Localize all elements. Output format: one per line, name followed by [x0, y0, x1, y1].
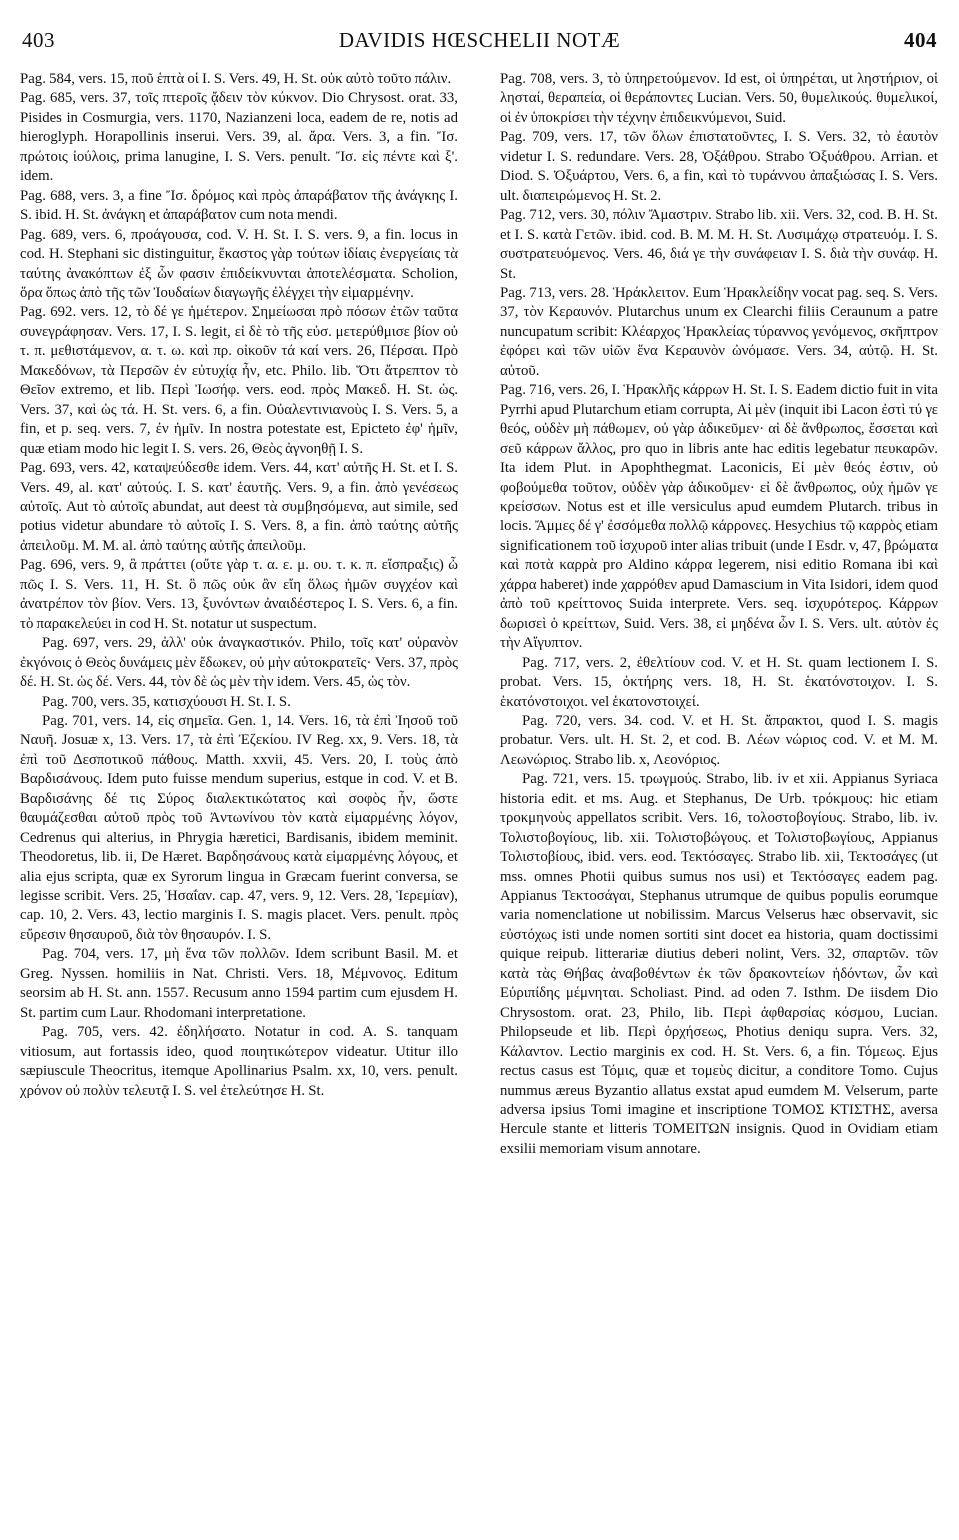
note-paragraph: Pag. 688, vers. 3, a fine Ἴσ. δρόμος καὶ πρὸς ἀπαράβατον τῆς ἀνάγκης I. S. ibid. H. St. ἀνάγκη et ἀπαράβατον cum nota mendi. [20, 187, 458, 224]
note-paragraph: Pag. 693, vers. 42, καταψεύδεσθε idem. Vers. 44, κατ' αὐτῆς H. St. et I. S. Vers. 49, al. κατ' αὐτούς. I. S. κατ' ἑαυτῆς. Vers. 9, a fin. ἀπὸ γενέσεως αὐτοῖς. Aut τὸ αὐτοῖς abundat, aut deest τὰ συμβησόμενα, aut simile, sed potius videtur abundare τὸ αὐτοῖς I. S. Vers. 8, a fin. ἀπὸ ταύτης αὐτῆς ἀπειλοῦμ. M. M. al. ἀπὸ ταύτης αὐτῆς ἀπειλοῦμ. [20, 460, 458, 554]
page-header [22, 28, 937, 58]
running-title: DAVIDIS HŒSCHELII NOTÆ [338, 28, 621, 52]
note-paragraph: Pag. 697, vers. 29, ἀλλ' οὐκ ἀναγκαστικόν. Philo, τοῖς κατ' οὐρανὸν ἐκγόνοις ὁ Θεὸς δυνάμεις μὲν ἔδωκεν, οὐ μὴν αὐτοκρατεῖς· Vers. 37, πρὸς δέ. H. St. ὡς δέ. Vers. 44, τὸν δὲ ὡς μὲν τὴν idem. Vers. 45, ὡς τὸν. [20, 635, 458, 691]
note-paragraph: Pag. 696, vers. 9, ἃ πράττει (οὔτε γὰρ τ. α. ε. μ. ου. τ. κ. π. εἴσπραξις) ὦ πῶς I. S. Vers. 11, H. St. ὃ πῶς οὐκ ἂν εἴη ὅλως ἡμῶν συγχέον καὶ ἀνατρέπον τὸν βίον. Vers. 13, ξυνόντων ἀναιδέστερος I. S. Vers. 6, a fin. τὸ παρακελεύει in cod H. St. notatur ut suspectum. [20, 557, 458, 632]
note-paragraph: Pag. 700, vers. 35, κατισχύουσι H. St. I. S. [42, 693, 291, 710]
note-paragraph: Pag. 689, vers. 6, προάγουσα, cod. V. H. St. I. S. vers. 9, a fin. locus in cod. H. Stephani sic distinguitur, ἕκαστος γὰρ τούτων ἰδίαις ἐνεργείαις τὰ ταύτης ἀνακόπτων ἐξ ὧν φασιν ἐπιδείκνυνται ἀποτελέσματα. Scholion, ὅρα ὅπως ἀπὸ τῆς τῶν Ἰουδαίων διαγωγῆς ἐλέγχει τὴν εἱμαρμένην. [20, 226, 458, 301]
note-paragraph: Pag. 685, vers. 37, τοῖς πτεροῖς ᾄδειν τὸν κύκνον. Dio Chrysost. orat. 33, Pisides in Cosmurgia, vers. 1170, Nazianzeni loca, eadem de re, notis ad hieroglyph. Horapollinis inserui. Vers. 39, al. ἄρα. Vers. 3, a fin. Ἴσ. πρώτοις ἰούλοις, prima lanugine, I. S. Vers. penult. Ἴσ. εἰς πέντε καὶ ξ'. idem. [20, 90, 458, 185]
note-paragraph: Pag. 692. vers. 12, τὸ δέ γε ἡμέτερον. Σημείωσαι πρὸ πόσων ἐτῶν ταῦτα συνεγράφησαν. Vers. 17, I. S. legit, εἰ δὲ τὸ τῆς εὐσ. μετερύθμισε βίον οὐ τ. π. μεθιστάμενον, α. τ. ω. καὶ πρ. οἰκοῦν τά καί vers. 26, Πέρσαι. Πρὸ Μακεδόνων, τὰ Περσῶν ἐν εὐτυχίᾳ ἦν, etc. Philo. lib. Ὅτι ἄτρεπτον τὸ Θεῖον extremo, et lib. Περὶ Ἰωσήφ. vers. eod. πρὸς Μακεδ. H. St. ὡς. Vers. 37, καὶ ὡς τά. H. St. vers. 6, a fin. Οὐαλεντινιανοὺς I. S. Vers. 5, a fin, et p. seq. vers. 7, ἐν ἡμῖν. In nostra potestate est, Epicteto ἐφ' ἡμῖν, quæ etiam modo hic legit I. S. vers. 26, Θεὸς ἀγνοηθῇ I. S. [20, 304, 458, 457]
page-number-right: 404 [904, 28, 937, 52]
note-paragraph: Pag. 713, vers. 28. Ἡράκλειτον. Eum Ἡρακλείδην vocat pag. seq. S. Vers. 37, τὸν Κεραυνόν. Plutarchus unum ex Clearchi filiis Ceraunum a patre nuncupatum scribit: Κλέαρχος Ἡρακλείας τύραννος γενόμενος, σκῆπτρον ἐφόρει καὶ τῶν υἱῶν ἕνα Κεραυνὸν ὠνόμασε. Vers. 34, αὐτῷ. H. St. αὐτοῦ. [500, 284, 938, 379]
note-paragraph: Pag. 701, vers. 14, εἰς σημεῖα. Gen. 1, 14. Vers. 16, τὰ ἐπὶ Ἰησοῦ τοῦ Ναυῆ. Josuæ x, 13. Vers. 17, τὰ ἐπὶ Ἐζεκίου. IV Reg. xx, 9. Vers. 18, τὰ ἐπὶ τοῦ Δεσποτικοῦ πάθους. Matth. xxvii, 45. Vers. 20, I. τοὺς ἀπὸ Βαρδισάνους. Idem puto fuisse mendum superius, estque in cod. V. et B. Βαρδισάνης δέ τις Σύρος διαλεκτικώτατος καὶ σοφὸς ἦν, ὥστε θαυμάζεσθαι αὐτοῦ πρὸς τοῦ Ἀντωνίνου τὸν κατὰ εἱμαρμένης λόγον, Cedrenus qui alterius, in Phrygia hæretici, Bardisanis, ibidem meminit. Theodoretus, lib. ii, De Hæret. Βαρδησάνους κατὰ εἱμαρμένης λόγους, et alia ejus scripta, quæ ex Syrorum lingua in Græcam fuerint conversa, se legisse scribit. Vers. 25, Ἡσαΐαν. cap. 47, vers. 9, 12. Vers. 28, Ἱερεμίαν), cap. 10, 2. Vers. 43, lectio marginis I. S. magis placet. Vers. penult. πρὸς εὔρεσιν θησαυροῦ, διὰ τὸν θησαυρόν. I. S. [20, 712, 458, 943]
page-number-left: 403 [22, 28, 55, 52]
left-column [20, 70, 458, 1530]
right-column [500, 70, 938, 1530]
note-paragraph: Pag. 704, vers. 17, μὴ ἕνα τῶν πολλῶν. Idem scribunt Basil. M. et Greg. Nyssen. homiliis in Nat. Christi. Vers. 18, Μέμνονος. Editum seorsim ab H. St. ann. 1557. Recusum anno 1594 partim cum ejusdem H. St. partim cum Laur. Rhodomani interpretatione. [20, 946, 458, 1021]
note-paragraph: Pag. 705, vers. 42. ἐδηλήσατο. Notatur in cod. A. S. tanquam vitiosum, aut fortassis ideo, quod ποιητικώτερον videatur. Utitur illo sæpiuscule Theocritus, itemque Apollinarius Psalm. xx, 10, vers. penult. χρόνον οὐ πολὺν τελευτᾷ I. S. vel ἐτελεύτησε H. St. [20, 1024, 458, 1099]
note-paragraph: Pag. 717, vers. 2, ἐθελτίουν cod. V. et H. St. quam lectionem I. S. probat. Vers. 15, ὀκτήρης vers. 18, H. St. ἑκατόνστοιχον. I. S. ἑκατόνστοιχοι. vel ἑκατονστοιχεί. [500, 654, 938, 710]
note-paragraph: Pag. 716, vers. 26, I. Ἡρακλῆς κάρρων H. St. I. S. Eadem dictio fuit in vita Pyrrhi apud Plutarchum etiam corrupta, Αἱ μὲν (inquit ibi Lacon ἐστὶ τύ γε θεός, οὐδὲν μὴ πάθωμεν, οὐ γὰρ ἀδικεῦμεν· αἱ δὲ ἄνθρωπος, ἔσσεται καὶ σεῦ κάρρων ἄλλος, pro quo in libris ante hac editis legebatur πευκαρῶν. Ita idem Plut. in Apophthegmat. Laconicis, Εἰ μὲν θεός ἐστιν, οὐ φοβούμεθα τοῦτον, οὐδὲν γὰρ ἀδικοῦμεν· εἰ δὲ ἄνθρωπος, οὐχ ἡμῶν γε κρείσσων. Notus est et ille versiculus apud eumdem Plutarch. tribus in locis. Ἄμμες δέ γ' ἐσσόμεθα πολλῷ κάρρονες. Hesychius τῷ καρρὸς etiam significationem τοῦ ἰσχυροῦ inter alias tribuit (unde I Esdr. v, 47, βρώματα καὶ ποτὰ καρρὰ pro Aldino κάρρα legerem, nisi editio Romana ibi καὶ χάρρα haberet) inde χαρρόθεν apud Damascium in Vita Isidori, idem quod ἀπὸ τοῦ κρείττονος Suida interprete. Vers. seq. ἰσχυρότερος. Κάρρων δωρισεὶ ὁ κρείττων, Suid. Vers. 38, εἰ μηδένα ὧν I. S. Vers. ult. αὐτὸν ἐς τὴν Αἴγυπτον. [500, 382, 938, 652]
note-paragraph: Pag. 708, vers. 3, τὸ ὑπηρετούμενον. Id est, οἱ ὑπηρέται, ut ληστήριον, οἱ λησταί, θεραπεία, οἱ θεράποντες Lucian. Vers. 50, θυμελικούς. θυμελικοί, οἱ ἐν ὑποκρίσει τὴν τέχνην ἐπιδεικνύμενοι, Suid. [500, 71, 938, 126]
note-paragraph: Pag. 721, vers. 15. τρωγμούς. Strabo, lib. iv et xii. Appianus Syriaca historia edit. et ms. Aug. et Stephanus, De Urb. τρόκμους: hic etiam τροκμηνοὺς appellatos scribit. Vers. 16, τολοστοβογίους. Strabo, lib. iv. Τολιστοβογίους, lib. xii. Τολιστοβώγους. et Τολιστοβωγίους, Appianus Τολιστοβίους, ibid. vers. eod. Τεκτόσαγες. Strabo lib. xii, Τεκτοσάγες (ut mss. omnes Photii quibus sumus nos usi) et Τεκτόσαγες eadem pag. Appianus Τεκτοσάγαι, Stephanus utrumque de quibus populis eorumque varia nomenclatione ut nobilissim. Marcus Velserus hæc observavit, sic εὐστόχως isti unde nomen sortiti sint docet ea historia, quam doctissimi quique reipub. litterariæ diutius deberi nolint, Vers. 32, σπαρτῶν. τῶν κατὰ τὰς Θήβας ἀναβοθέντων ἐκ τῶν δρακοντείων ἡδόντων, ὧν καὶ Εὐριπίδης μέμνηται. Scholiast. Pind. ad oden 7. Isthm. De iisdem Dio Chrysostom. orat. 23, Philo, lib. Περὶ ἀφθαρσίας κόσμου, Lucian. Philopseude et lib. Περὶ ὀρχήσεως, Photius deniqu supra. Vers. 32, Κάλαντον. Lectio marginis ex cod. H. St. Vers. 6, a fin. Τόμεως. Ejus rectus casus est Τόμις, quæ et τομεὺς dicitur, a conditore Tomo. Cujus nummus æreus Byzantio allatus exstat apud eumdem M. Velserum, parte adversa ipsius Tomi imagine et inscriptione ΤΟΜΟΣ ΚΤΙΣΤΗΣ, aversa Hercule stante et litteris ΤΟΜΕΙΤΩΝ insignis. Quod in Ovidiam etiam exsilii memoriam visum annotare. [500, 771, 938, 1157]
note-paragraph: Pag. 584, vers. 15, ποῦ ἑπτὰ οἱ I. S. Vers. 49, H. St. οὐκ αὐτὸ τοῦτο πάλιν. [20, 71, 452, 87]
note-paragraph: Pag. 709, vers. 17, τῶν ὅλων ἐπιστατοῦντες, I. S. Vers. 32, τὸ ἑαυτὸν videtur I. S. redundare. Vers. 28, Ὀξάθρου. Strabo Ὀξυάθρου. Arrian. et Diod. S. Ὀξυάρτου, Vers. 6, a fin, καὶ τὸ τυράννου ἀπαξιώσας I. S. Vers. ult. διαπειρώμενος H. St. 2. [500, 129, 938, 204]
note-paragraph: Pag. 720, vers. 34. cod. V. et H. St. ἄπρακτοι, quod I. S. magis probatur. Vers. ult. H. St. 2, et cod. B. Λέων νώριος cod. V. et M. M. Λεωνώριος. Strabo lib. x, Λεονόριος. [500, 712, 938, 768]
note-paragraph: Pag. 712, vers. 30, πόλιν Ἄμαστριν. Strabo lib. xii. Vers. 32, cod. B. H. St. et I. S. κατὰ Γετῶν. ibid. cod. B. M. M. H. St. Λυσιμάχῳ στρατευόμ. I. S. συστρατευόμενος. Vers. 46, διά γε τὴν συνάφειαν I. S. διὰ τὴν συνάφ. H. St. [500, 207, 938, 282]
